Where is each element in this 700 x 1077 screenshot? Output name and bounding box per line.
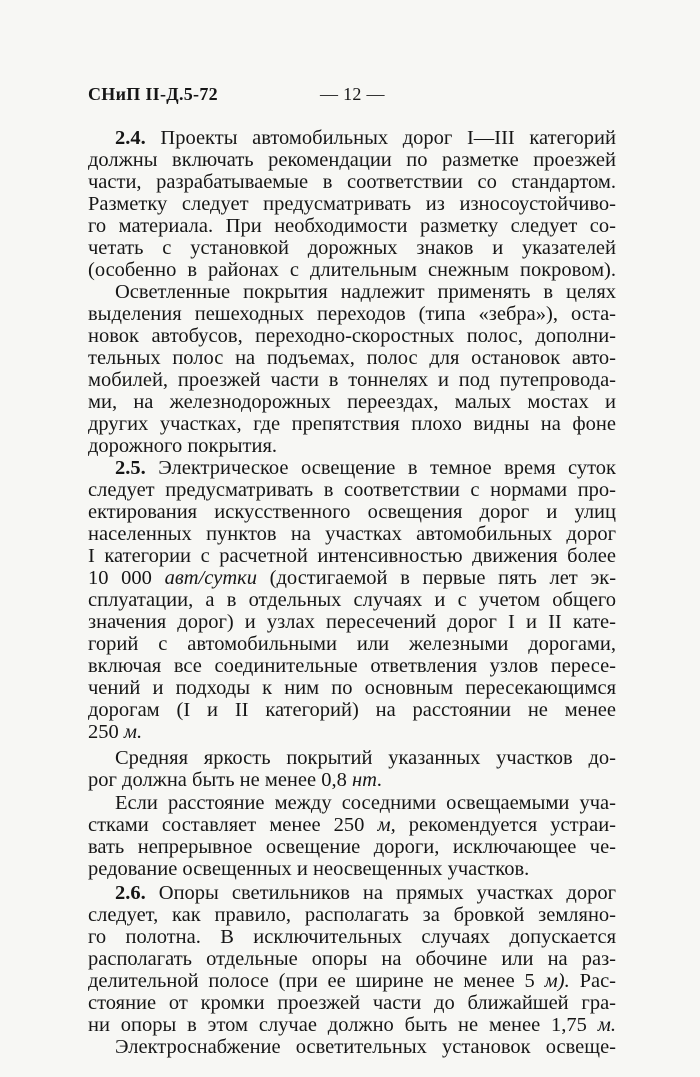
page-header bbox=[88, 84, 608, 108]
text-line: части, разрабатываемые в соответствии со стандартом. bbox=[88, 172, 616, 193]
text-line: го полотна. В исключительных случаях допускается bbox=[88, 927, 616, 948]
section-number: 2.5. bbox=[115, 458, 146, 479]
text-line: выделения пешеходных переходов (типа «зебра»), оста- bbox=[88, 304, 616, 325]
text-line: других участках, где препятствия плохо видны на фоне bbox=[88, 414, 616, 435]
text-line: следует, как правило, располагать за бровкой земляно- bbox=[88, 905, 616, 926]
text-line: Разметку следует предусматривать из износоустойчиво- bbox=[88, 194, 616, 215]
text-line: сплуатации, а в отдельных случаях и с учетом общего bbox=[88, 590, 616, 611]
text-line: горий с автомобильными или железными дорогами, bbox=[88, 634, 616, 655]
text-line: значения дорог) и узлах пересечений дорог I и II кате- bbox=[88, 612, 616, 633]
text-line: дорожного покрытия. bbox=[88, 436, 278, 457]
text-line: располагать отдельные опоры на обочине или на раз- bbox=[88, 949, 616, 970]
text-line: следует предусматривать в соответствии с нормами про- bbox=[88, 480, 616, 501]
text-line: 250 м. bbox=[88, 722, 143, 743]
text-line: населенных пунктов на участках автомобильных дорог bbox=[88, 524, 616, 545]
text-line: 2.6. Опоры светильников на прямых участках дорог bbox=[115, 883, 616, 904]
text-line: делительной полосе (при ее ширине не менее 5 м). Рас- bbox=[88, 971, 616, 992]
text-line: новок автобусов, переходно-скоростных полос, дополни- bbox=[88, 326, 616, 347]
text-line: 2.4. Проекты автомобильных дорог I—III категорий bbox=[115, 128, 616, 149]
text-line: Средняя яркость покрытий указанных участков до- bbox=[115, 748, 616, 769]
text-line: Если расстояние между соседними освещаемыми уча- bbox=[115, 793, 616, 814]
text-line: стояние от кромки проезжей части до ближайшей гра- bbox=[88, 993, 616, 1014]
text-line: Осветленные покрытия надлежит применять в целях bbox=[115, 282, 616, 303]
text-line: четать с установкой дорожных знаков и указателей bbox=[88, 238, 616, 259]
text-line: 2.5. Электрическое освещение в темное время суток bbox=[115, 458, 616, 479]
text-line: мобилей, проезжей части в тоннелях и под путепровода- bbox=[88, 370, 616, 391]
text-line: включая все соединительные ответвления узлов пересе- bbox=[88, 656, 616, 677]
text-line: ектирования искусственного освещения дорог и улиц bbox=[88, 502, 616, 523]
section-number: 2.6. bbox=[115, 883, 146, 904]
text-line: Электроснабжение осветительных установок освеще- bbox=[115, 1037, 616, 1058]
text-line: (особенно в районах с длительным снежным покровом). bbox=[88, 260, 616, 281]
text-line: редование освещенных и неосвещенных участков. bbox=[88, 859, 530, 880]
text-line: ни опоры в этом случае должно быть не менее 1,75 м. bbox=[88, 1015, 616, 1036]
text-line: 10 000 авт/сутки (достигаемой в первые пять лет эк- bbox=[88, 568, 616, 589]
page-number: — 12 — bbox=[320, 84, 385, 104]
text-line: рог должна быть не менее 0,8 нт. bbox=[88, 770, 383, 791]
text-line: должны включать рекомендации по разметке проезжей bbox=[88, 150, 616, 171]
text-line: ми, на железнодорожных переездах, малых мостах и bbox=[88, 392, 616, 413]
text-line: дорогам (I и II категорий) на расстоянии не менее bbox=[88, 700, 616, 721]
text-line: вать непрерывное освещение дороги, исключающее че- bbox=[88, 837, 616, 858]
text-line: стками составляет менее 250 м, рекомендуется устраи- bbox=[88, 815, 616, 836]
text-line: тельных полос на подъемах, полос для остановок авто- bbox=[88, 348, 616, 369]
document-code: СНиП II-Д.5-72 bbox=[88, 84, 218, 104]
section-number: 2.4. bbox=[115, 128, 146, 149]
text-line: I категории с расчетной интенсивностью движения более bbox=[88, 546, 616, 567]
text-line: чений и подходы к ним по основным пересекающимся bbox=[88, 678, 616, 699]
text-line: го материала. При необходимости разметку следует со- bbox=[88, 216, 616, 237]
